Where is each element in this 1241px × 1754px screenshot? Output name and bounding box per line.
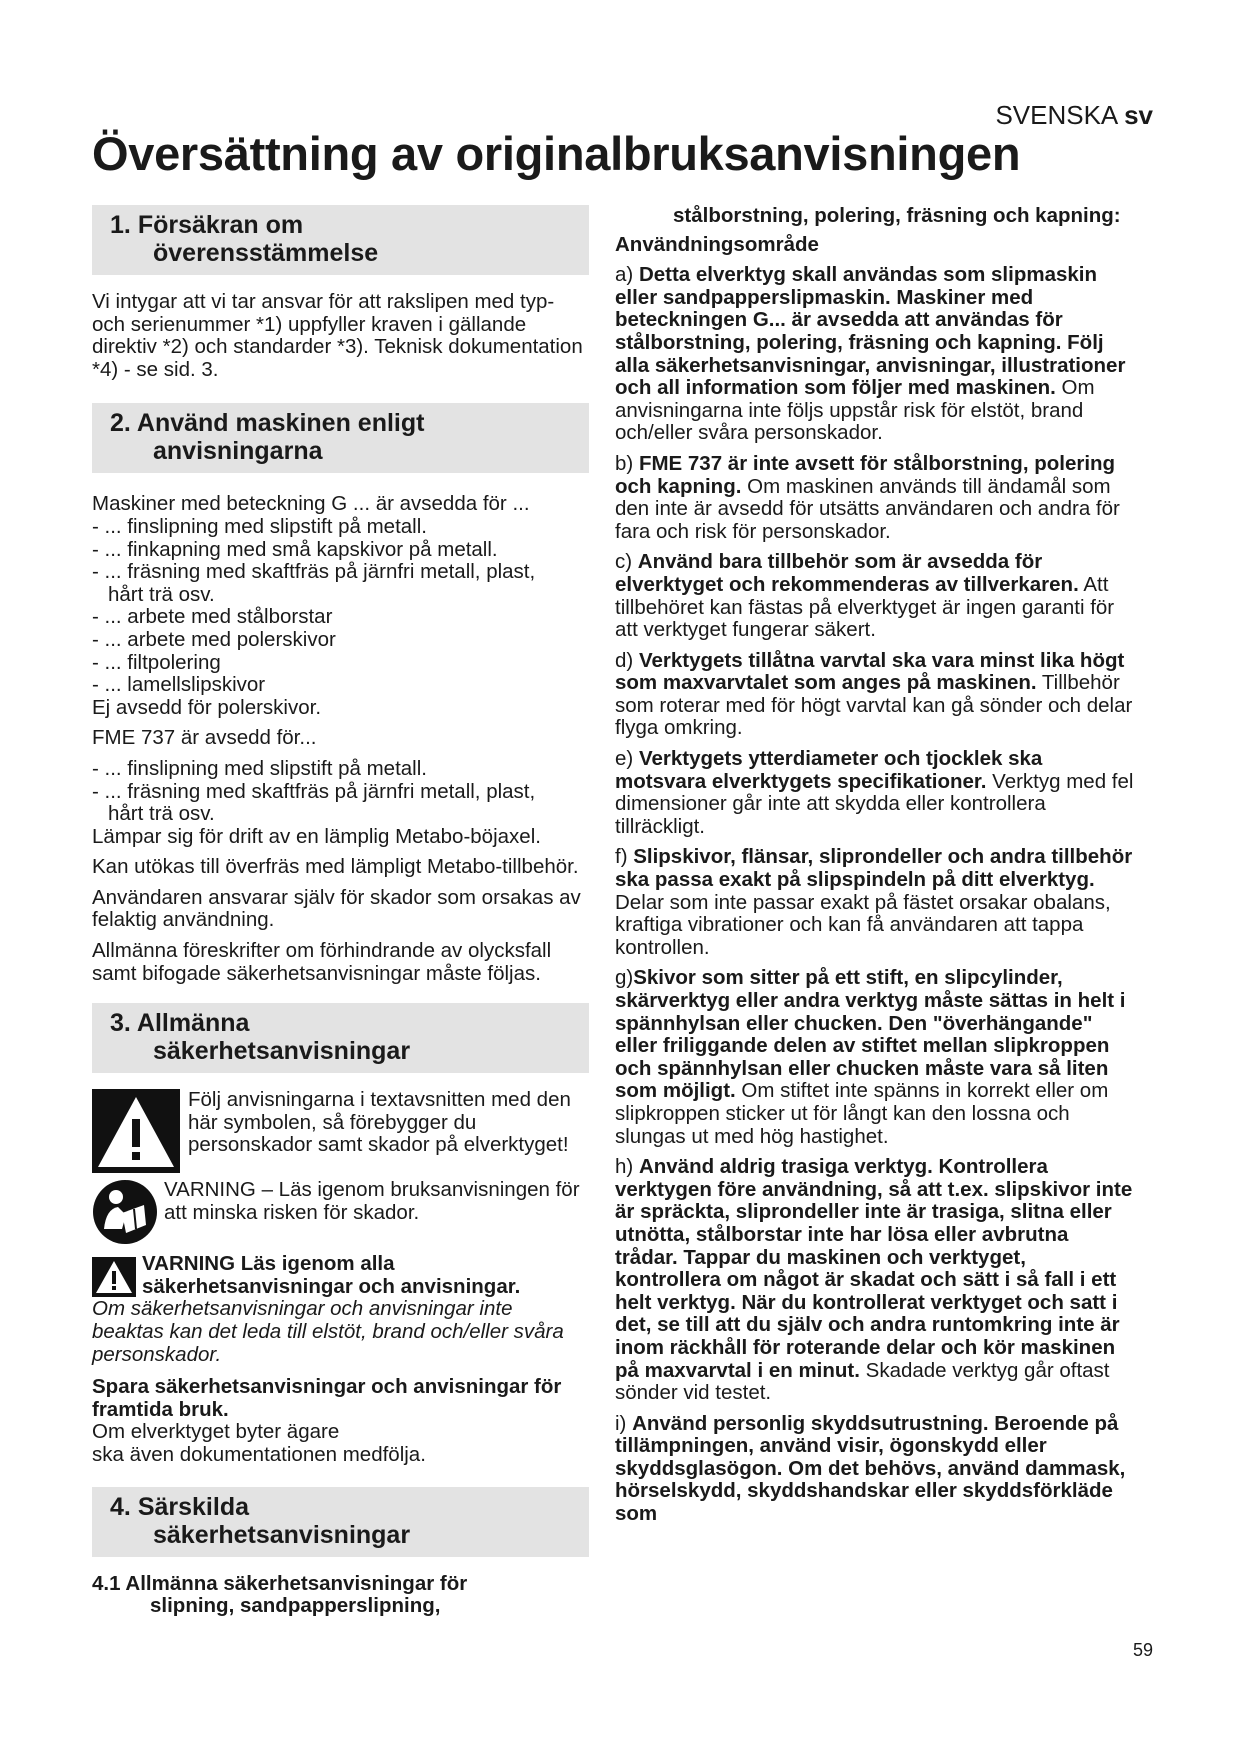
read-manual-note: VARNING – Läs igenom bruksanvisningen för att minska risken för skador. [92, 1179, 589, 1245]
rule-a: a) Detta elverktyg skall användas som slipmaskin eller sandpapperslipmaskin. Maskiner med beteckningen G... är avsedda att användas för stålborstning, polering, fräsning och kapning. Följ alla säkerhetsanvisningar, anvisningar, illustrationer och all information som följer med maskinen. Om anvisningarna inte följs uppstår risk för elstöt, brand och/eller svåra personskador. [615, 263, 1126, 445]
list-item-continuation: hårt trä osv. [108, 802, 215, 826]
not-intended-text: Ej avsedd för polerskivor. [92, 695, 322, 719]
rule-c: c) Använd bara tillbehör som är avsedda för elverktyget och rekommenderas av tillverkaren. Att tillbehöret kan fästas på elverktyget är ingen garanti för att verktyget fungerar säkert. [615, 550, 1115, 642]
list-item-continuation: hårt trä osv. [108, 582, 215, 606]
usage-intro: Maskiner med beteckning G ... är avsedda för ... [92, 492, 530, 516]
list-item: - ... arbete med polerskivor [92, 627, 336, 651]
left-column [92, 205, 589, 1618]
read-manual-icon [92, 1179, 158, 1245]
warning-consequence: Om säkerhetsanvisningar och anvisningar inte beaktas kan det leda till elstöt, brand och/eller svåra personskador. [92, 1297, 564, 1366]
list-item: - ... fräsning med skaftfräs på järnfri metall, plast, [92, 779, 536, 803]
section-1-heading: 1. Försäkran om överensstämmelse [92, 205, 589, 275]
save-instructions: Spara säkerhetsanvisningar och anvisningar för framtida bruk. [92, 1375, 562, 1421]
rule-h: h) Använd aldrig trasiga verktyg. Kontrollera verktygen före användning, så att t.ex. slipskivor inte är spräckta, sliprondeller inte är trasiga, slitna eller utnötta, stålborstar inte har lösa eller avbrutna trådar. Tappar du maskinen och verktyget, kontrollera om något är skadat och sätt i så fall i ett helt verktyg. När du kontrollerat verktyget och satt i det, se till att du själv och andra runtomkring inte är inom räckhåll för roterande delar och kör maskinen på maxvarvtal i en minut. Skadade verktyg går oftast sönder vid testet. [615, 1155, 1133, 1405]
usage-paragraph: Användaren ansvarar själv för skador som orsakas av felaktig användning. [92, 885, 581, 932]
warning-general: VARNING Läs igenom alla säkerhetsanvisningar och anvisningar. [92, 1253, 589, 1298]
rule-i: i) Använd personlig skyddsutrustning. Beroende på tillämpningen, använd visir, ögonskydd eller skyddsglasögon. Om det behövs, använd dammask, hörselskydd, skyddshandskar eller skyddsförkläde som [615, 1411, 1126, 1526]
page-number: 59 [1133, 1640, 1154, 1660]
list-item: - ... arbete med stålborstar [92, 605, 333, 629]
list-item: - ... finslipning med slipstift på metall. [92, 514, 427, 538]
area-heading: Användningsområde [615, 232, 819, 256]
rule-g: g)Skivor som sitter på ett stift, en slipcylinder, skärverktyg eller andra verktyg måste sättas in helt i spännhylsan eller chucken. Den "överhängande" eller friliggande delen av stiftet mellan slipkroppen och spännhylsan eller chucken måste vara så liten som möjligt. Om stiftet inte spänns in korrekt eller om slipkroppen sticker ut för långt kan den lossna och slungas ut med hög hastighet. [615, 966, 1126, 1148]
section-3-heading: 3. Allmänna säkerhetsanvisningar [92, 1003, 589, 1073]
subsection-4-1-heading: 4.1 Allmänna säkerhetsanvisningar för slipning, sandpapperslipning, [92, 1571, 468, 1618]
warning-triangle-icon [92, 1089, 180, 1173]
rule-f: f) Slipskivor, flänsar, sliprondeller och andra tillbehör ska passa exakt på slipspindeln på ditt elverktyg. Delar som inte passar exakt på fästet orsakar obalans, kraftiga vibrationer och kan få användaren att tappa kontrollen. [615, 845, 1133, 959]
rule-b: b) FME 737 är inte avsett för stålborstning, polering och kapning. Om maskinen används till ändamål som den inte är avsedd för utsätts användaren och andra för fara och risk för personskador. [615, 451, 1120, 543]
language-name: SVENSKA [995, 100, 1117, 130]
page-title: Översättning av originalbruksanvisningen [92, 127, 1021, 180]
rule-e: e) Verktygets ytterdiameter och tjocklek ska motsvara elverktygets specifikationer. Verktyg med fel dimensioner går inte att skydda eller kontrollera tillräckligt. [615, 747, 1134, 838]
warning-triangle-small-icon [92, 1257, 136, 1297]
declaration-text: Vi intygar att vi tar ansvar för att rakslipen med typ- och serienummer *1) uppfyller kraven i gällande direktiv *2) och standarder *3). Teknisk dokumentation *4) - se sid. 3. [92, 290, 583, 381]
subsection-continuation: stålborstning, polering, fräsning och kapning: [673, 204, 1121, 227]
list-item: - ... lamellslipskivor [92, 673, 266, 697]
rule-d: d) Verktygets tillåtna varvtal ska vara minst lika högt som maxvarvtalet som anges på maskinen. Tillbehör som roterar med för högt varvtal kan gå sönder och delar flyga omkring. [615, 648, 1133, 740]
section-2-heading: 2. Använd maskinen enligt anvisningarna [92, 403, 589, 473]
right-column [615, 205, 1135, 1534]
list-item: - ... filtpolering [92, 650, 221, 674]
owner-note: ska även dokumentationen medfölja. [92, 1443, 426, 1466]
list-item: - ... fräsning med skaftfräs på järnfri metall, plast, [92, 560, 536, 584]
usage-paragraph: Lämpar sig för drift av en lämplig Metabo-böjaxel. [92, 824, 541, 848]
fme-intro: FME 737 är avsedd för... [92, 726, 317, 750]
section-4-heading: 4. Särskilda säkerhetsanvisningar [92, 1487, 589, 1557]
warning-symbol-note: Följ anvisningarna i textavsnitten med den här symbolen, så förebygger du personskador samt skador på elverktyget! [92, 1089, 589, 1173]
list-item: - ... finkapning med små kapskivor på metall. [92, 537, 498, 561]
language-code: sv [1124, 100, 1153, 130]
list-item: - ... finslipning med slipstift på metall. [92, 756, 427, 780]
usage-paragraph: Allmänna föreskrifter om förhindrande av olycksfall samt bifogade säkerhetsanvisningar måste följas. [92, 939, 552, 985]
owner-note: Om elverktyget byter ägare [92, 1420, 340, 1444]
usage-paragraph: Kan utökas till överfräs med lämpligt Metabo-tillbehör. [92, 855, 579, 879]
